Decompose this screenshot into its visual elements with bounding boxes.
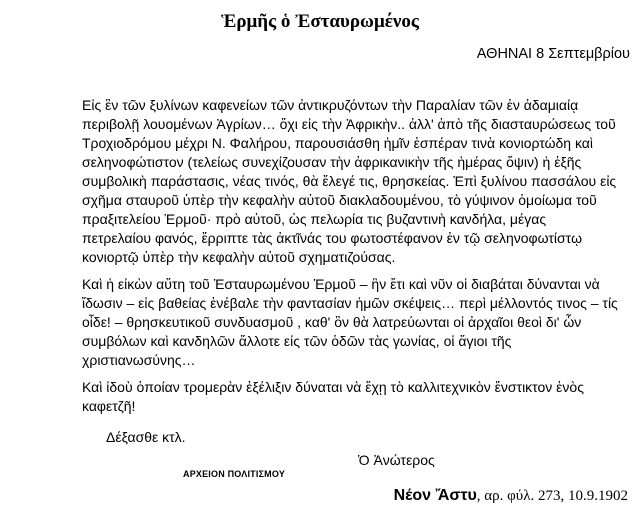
article-body	[82, 96, 618, 424]
archive-label: ΑΡΧΕΙΟΝ ΠΟΛΙΤΙΣΜΟΥ	[183, 469, 286, 479]
signature: Ὁ Ἀνώτερος	[358, 452, 435, 468]
paragraph: Εἰς ἓν τῶν ξυλίνων καφενείων τῶν ἀντικρυζόντων τὴν Παραλίαν τῶν ἐν ἀδαμιαίᾳ περιβολῇ λουομένων Ἀγρίων… ὄχι εἰς τὴν Ἀφρικὴν.. ἀλλ' ἀπὸ τῆς διασταυρώσεως τοῦ Τροχιοδρόμου μέχρι Ν. Φαλήρου, παρουσιάσθη ἡμῖν ἑσπέραν τινὰ κονιορτώδη καὶ σεληνοφώτιστον (τελείως συνεχίζουσαν τὴν ἀφρικανικὴν τῆς ἡμέρας ὄψιν) ἡ ἑξῆς συμβολικὴ παράστασις, νέας τινός, θὰ ἔλεγέ τις, θρησκείας. Ἐπὶ ξυλίνου πασσάλου εἰς σχῆμα σταυροῦ ὑπὲρ τὴν κεφαλὴν αὐτοῦ διακλαδουμένου, τὸ γύψινον ὁμοίωμα τοῦ πραξιτελείου Ἑρμοῦ· πρὸ αὐτοῦ, ὡς πελωρία τις βυζαντινὴ κανδήλα, μέγας πετρελαίου φανός, ἔρριπτε τὰς ἀκτῖνάς του φωτοστέφανον ἐν τῷ σεληνοφωτίστῳ κονιορτῷ ὑπὲρ τὴν κεφαλὴν αὐτοῦ σχηματιζούσας.	[82, 97, 617, 265]
dateline: ΑΘΗΝΑΙ 8 Σεπτεμβρίου	[476, 46, 630, 62]
closing-line: Δέξασθε κτλ.	[106, 429, 186, 445]
article-title: Ἑρμῆς ὁ Ἐσταυρωμένος	[221, 11, 419, 32]
issue-details: , αρ. φύλ. 273, 10.9.1902	[476, 488, 628, 504]
newspaper-name: Νέον Ἄστυ	[393, 487, 477, 504]
source-citation	[394, 486, 628, 506]
paragraph: Καὶ ἡ εἰκὼν αὕτη τοῦ Ἐσταυρωμένου Ἑρμοῦ – ἣν ἔτι καὶ νῦν οἱ διαβάται δύνανται νὰ ἴδωσιν – εἰς βαθείας ἐνέβαλε τὴν φαντασίαν ἡμῶν σκέψεις… περὶ μέλλοντός τινος – τίς οἶδε! – θρησκευτικοῦ συνδυασμοῦ , καθ' ὃν θὰ λατρεύωνται οἱ ἀρχαῖοι θεοὶ δι' ὧν συμβόλων καὶ κανδηλῶν ἄλλοτε εἰς τῶν ὁδῶν τὰς γωνίας, οἱ ἅγιοι τῆς χριστιανωσύνης…	[82, 276, 618, 368]
paragraph: Καὶ ἰδοὺ ὁποίαν τρομερὰν ἐξέλιξιν δύναται νὰ ἔχῃ τὸ καλλιτεχνικὸν ἔνστικτον ἑνὸς καφετζῆ!	[82, 379, 584, 414]
